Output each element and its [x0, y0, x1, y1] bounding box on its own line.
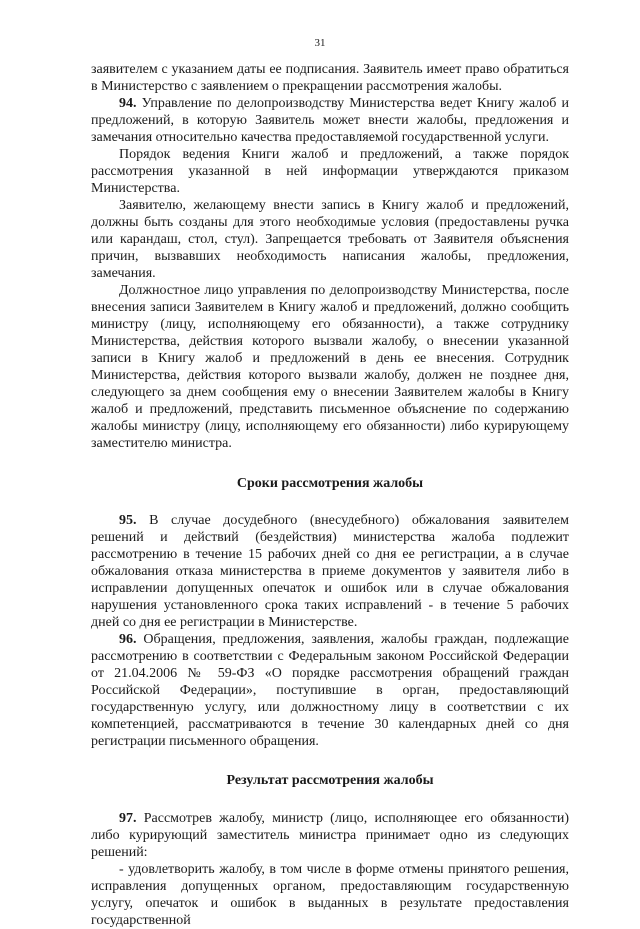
- paragraph-95: 95. В случае досудебного (внесудебного) обжалования заявителем решений и действий (бездействия) министерства жалоба подлежит рассмотрению в течение 15 рабочих дней со дня ее регистрации, а в случае обжалования отказа министерства в приеме документов у заявителя либо в исправлении допущенных опечаток и ошибок или в случае обжалования нарушения установленного срока таких исправлений - в течение 5 рабочих дней со дня ее регистрации в Министерстве.: [91, 513, 569, 630]
- clause-number: 94.: [119, 96, 137, 111]
- paragraph-94: 94. Управление по делопроизводству Министерства ведет Книгу жалоб и предложений, в которую Заявитель может внести жалобы, предложения и замечания относительно качества предоставляемой государственной услуги.: [91, 96, 569, 145]
- paragraph: Должностное лицо управления по делопроизводству Министерства, после внесения записи Заявителем в Книгу жалоб и предложений, должно сообщить министру (лицу, исполняющему его обязанности), а также сотруднику Министерства, действия которого вызвали жалобу, о внесении указанной записи в Книгу жалоб и предложений в день ее внесения. Сотрудник Министерства, действия которого вызвали жалобу, должен не позднее дня, следующего за днем сообщения ему о внесении Заявителем жалобы в Книгу жалоб и предложений, представить письменное объяснение по содержанию жалобы министру (лицу, исполняющему его обязанности) либо курирующему заместителю министра.: [91, 283, 569, 451]
- page-content: [91, 61, 569, 929]
- section-heading-deadlines: Сроки рассмотрения жалобы: [236, 476, 424, 491]
- paragraph: заявителем с указанием даты ее подписания. Заявитель имеет право обратиться в Министерство с заявлением о прекращении рассмотрения жалобы.: [91, 62, 569, 94]
- paragraph-96: 96. Обращения, предложения, заявления, жалобы граждан, подлежащие рассмотрению в соответствии с Федеральным законом Российской Федерации от 21.04.2006 № 59-ФЗ «О порядке рассмотрения обращений граждан Российской Федерации», поступившие в орган, предоставляющий государственную услугу, или должностному лицу в соответствии с их компетенцией, рассматриваются в течение 30 календарных дней со дня регистрации письменного обращения.: [91, 632, 569, 749]
- paragraph: Порядок ведения Книги жалоб и предложений, а также порядок рассмотрения указанной в ней информации утверждаются приказом Министерства.: [91, 147, 569, 196]
- page-number: 31: [314, 37, 326, 49]
- clause-number: 96.: [119, 632, 137, 647]
- clause-number: 95.: [119, 513, 137, 528]
- paragraph-97: 97. Рассмотрев жалобу, министр (лицо, исполняющее его обязанности) либо курирующий заместитель министра принимает одно из следующих решений:: [91, 811, 569, 860]
- paragraph: Заявителю, желающему внести запись в Книгу жалоб и предложений, должны быть созданы для этого необходимые условия (предоставлены ручка или карандаш, стол, стул). Запрещается требовать от Заявителя объяснения причин, вызвавших необходимость написания жалобы, предложения, замечания.: [91, 198, 569, 281]
- paragraphs-mid: [91, 512, 569, 750]
- paragraph: - удовлетворить жалобу, в том числе в форме отмены принятого решения, исправления допущенных органом, предоставляющим государственную услугу, опечаток и ошибок в выданных в результате предоставления государственной: [91, 862, 569, 928]
- paragraphs-top: [91, 61, 569, 452]
- section-heading-result: Результат рассмотрения жалобы: [226, 773, 434, 788]
- clause-number: 97.: [119, 811, 137, 826]
